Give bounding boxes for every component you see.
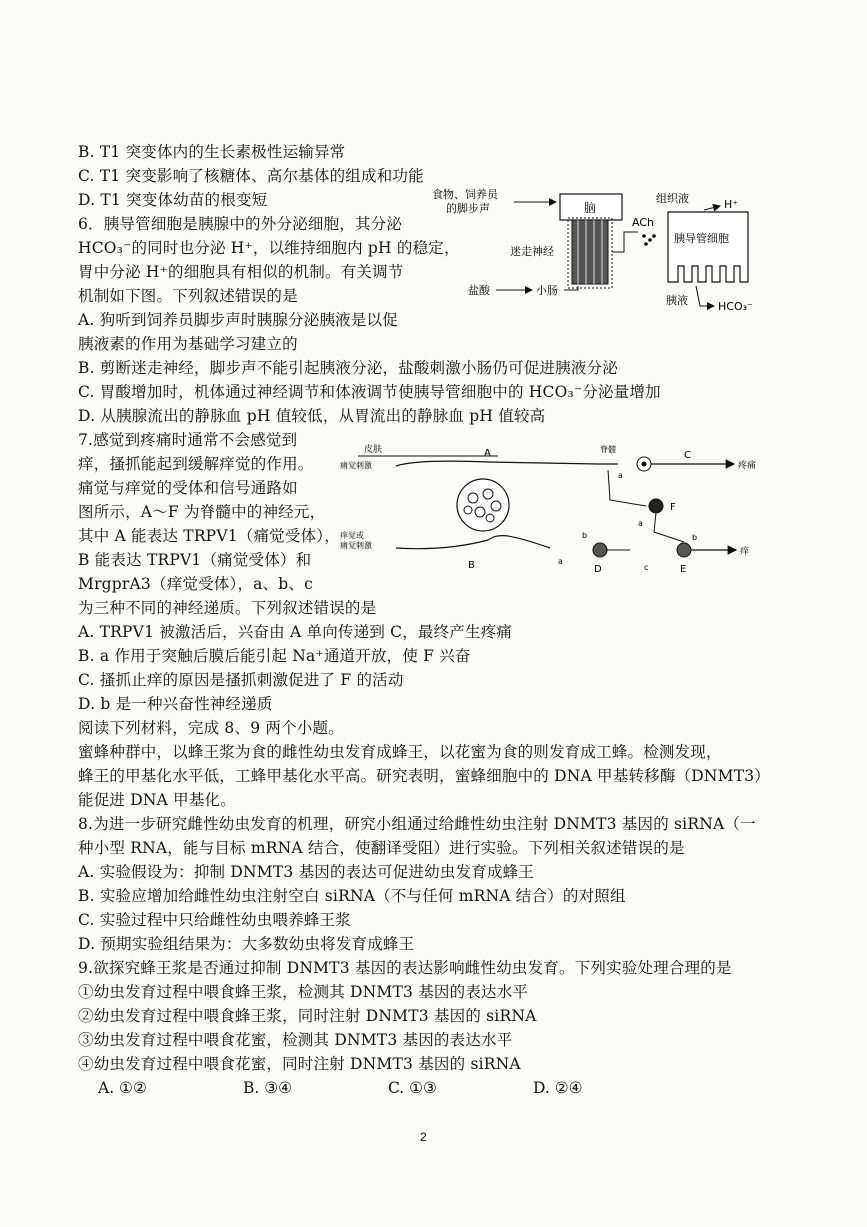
treatment-3: ③幼虫发育过程中喂食花蜜，检测其 DNMT3 基因的表达水平 bbox=[78, 1031, 513, 1049]
choice-d: D. ②④ bbox=[533, 1079, 583, 1097]
option-c: C. 实验过程中只给雌性幼虫喂养蜂王浆 bbox=[78, 911, 351, 929]
material-text: 蜂王的甲基化水平低，工蜂甲基化水平高。研究表明，蜜蜂细胞中的 DNA 甲基转移酶（DNMT3） bbox=[78, 767, 771, 785]
choice-c: C. ①③ bbox=[388, 1079, 437, 1097]
reading-intro: 阅读下列材料，完成 8、9 两个小题。 bbox=[78, 719, 344, 737]
text-line: 痛觉与痒觉的受体和信号通路如 bbox=[78, 479, 298, 497]
option-b: B. a 作用于突触后膜后能引起 Na⁺通道开放，使 F 兴奋 bbox=[78, 647, 471, 665]
pancreatic-juice-label: 胰液 bbox=[666, 294, 688, 307]
pancreas-regulation-figure bbox=[428, 182, 768, 322]
text-line: C. T1 突变影响了核糖体、高尔基体的组成和功能 bbox=[78, 167, 424, 185]
text-line: B. T1 突变体内的生长素极性运输异常 bbox=[78, 143, 346, 161]
intestine-label: 小肠 bbox=[536, 284, 558, 297]
option-d: D. 预期实验组结果为：大多数幼虫将发育成蜂王 bbox=[78, 935, 415, 953]
itch-stimulus-label: 痒觉或 bbox=[340, 531, 364, 540]
stimulus-label: 的脚步声 bbox=[446, 202, 490, 215]
neuron-f-label: F bbox=[670, 502, 676, 513]
treatment-4: ④幼虫发育过程中喂食花蜜，同时注射 DNMT3 基因的 siRNA bbox=[78, 1055, 521, 1073]
option-d: D. 从胰腺流出的静脉血 pH 值较低，从胃流出的静脉血 pH 值较高 bbox=[78, 407, 546, 425]
text-line: 机制如下图。下列叙述错误的是 bbox=[78, 287, 298, 305]
transmitter-a1-label: a bbox=[618, 471, 623, 480]
itch-stimulus-label: 痛觉刺激 bbox=[340, 541, 372, 550]
neuron-e bbox=[677, 543, 691, 557]
transmitter-a3-label: a bbox=[638, 519, 643, 528]
question-7-stem: 7.感觉到疼痛时通常不会感觉到 bbox=[78, 431, 298, 449]
material-text: 蜜蜂种群中，以蜂王浆为食的雌性幼虫发育成蜂王，以花蜜为食的则发育成工蜂。检测发现， bbox=[78, 743, 722, 761]
page-number: 2 bbox=[420, 1130, 427, 1144]
text-line: HCO₃⁻的同时也分泌 H⁺，以维持细胞内 pH 的稳定， bbox=[78, 239, 460, 257]
text-line: 种小型 RNA，能与目标 mRNA 结合，使翻译受阻）进行实验。下列相关叙述错误的是 bbox=[78, 839, 685, 857]
vagus-nerve bbox=[572, 220, 608, 284]
transmitter-c-label: c bbox=[644, 563, 649, 572]
neuron-d-label: D bbox=[594, 564, 602, 575]
neuron-e-label: E bbox=[680, 564, 687, 575]
option-a: A. TRPV1 被激活后，兴奋由 A 单向传递到 C，最终产生疼痛 bbox=[78, 623, 513, 641]
stimulus-label: 食物、饲养员 bbox=[432, 188, 498, 201]
neuron-b-label: B bbox=[468, 560, 475, 571]
h-ion-label: H⁺ bbox=[724, 198, 739, 211]
text-line: 胃中分泌 H⁺的细胞具有相似的机制。有关调节 bbox=[78, 263, 404, 281]
text-line: MrgprA3（痒觉受体），a、b、c bbox=[78, 575, 313, 593]
text-line: 为三种不同的神经递质。下列叙述错误的是 bbox=[78, 599, 377, 617]
text-line: D. T1 突变体幼苗的根变短 bbox=[78, 191, 268, 209]
transmitter-b2-label: b bbox=[692, 533, 698, 542]
option-d: D. b 是一种兴奋性神经递质 bbox=[78, 695, 273, 713]
text-line: 其中 A 能表达 TRPV1（痛觉受体）， bbox=[78, 527, 340, 545]
ach-label: ACh bbox=[632, 216, 654, 229]
transmitter-a2-label: a bbox=[558, 557, 563, 566]
tissue-fluid-label: 组织液 bbox=[656, 192, 689, 205]
text-line: 痒，搔抓能起到缓解痒觉的作用。 bbox=[78, 455, 314, 473]
choice-b: B. ③④ bbox=[243, 1079, 293, 1097]
neuron-c-label: C bbox=[684, 450, 691, 461]
brain-label: 脑 bbox=[584, 201, 597, 215]
option-b: B. 实验应增加给雌性幼虫注射空白 siRNA（不与任何 mRNA 结合）的对照组 bbox=[78, 887, 626, 905]
treatment-2: ②幼虫发育过程中喂食蜂王浆，同时注射 DNMT3 基因的 siRNA bbox=[78, 1007, 537, 1025]
pain-itch-pathway-figure bbox=[338, 440, 770, 585]
skin-label: 皮肤 bbox=[364, 445, 383, 455]
option-a: A. 实验假设为：抑制 DNMT3 基因的表达可促进幼虫发育成蜂王 bbox=[78, 863, 535, 881]
question-9-stem: 9.欲探究蜂王浆是否通过抑制 DNMT3 基因的表达影响雌性幼虫发育。下列实验处理合理的是 bbox=[78, 959, 732, 977]
option-c: C. 胃酸增加时，机体通过神经调节和体液调节使胰导管细胞中的 HCO₃⁻分泌量增加 bbox=[78, 383, 661, 401]
neuron-f bbox=[649, 499, 663, 513]
acid-label: 盐酸 bbox=[468, 284, 490, 297]
spinal-cord-label: 脊髓 bbox=[600, 445, 616, 454]
neuron-d bbox=[593, 543, 607, 557]
question-8-stem: 8.为进一步研究雌性幼虫发育的机理，研究小组通过给雌性幼虫注射 DNMT3 基因的 siRNA（一 bbox=[78, 815, 756, 833]
option-a: A. 狗听到饲养员脚步声时胰腺分泌胰液是以促 bbox=[78, 311, 398, 329]
choice-a: A. ①② bbox=[98, 1079, 147, 1097]
duct-cell bbox=[668, 212, 748, 282]
question-6-stem: 6．胰导管细胞是胰腺中的外分泌细胞，其分泌 bbox=[78, 215, 403, 233]
pain-stimulus-label: 痛觉刺激 bbox=[340, 461, 372, 470]
text-line: 图所示，A～F 为脊髓中的神经元， bbox=[78, 503, 326, 521]
pain-output-label: 疼痛 bbox=[738, 461, 757, 471]
option-c: C. 搔抓止痒的原因是搔抓刺激促进了 F 的活动 bbox=[78, 671, 404, 689]
option-b: B. 剪断迷走神经，脚步声不能引起胰液分泌，盐酸刺激小肠仍可促进胰液分泌 bbox=[78, 359, 618, 377]
material-text: 能促进 DNA 甲基化。 bbox=[78, 791, 236, 809]
duct-cell-label: 胰导管细胞 bbox=[674, 232, 729, 245]
transmitter-b1-label: b bbox=[582, 531, 588, 540]
question-9-choices bbox=[98, 1078, 678, 1098]
itch-output-label: 痒 bbox=[740, 547, 750, 557]
text-line: B 能表达 TRPV1（痛觉受体）和 bbox=[78, 551, 312, 569]
arrow bbox=[704, 206, 720, 210]
vagus-label: 迷走神经 bbox=[510, 245, 554, 258]
text-line: 胰液素的作用为基础学习建立的 bbox=[78, 335, 298, 353]
treatment-1: ①幼虫发育过程中喂食蜂王浆，检测其 DNMT3 基因的表达水平 bbox=[78, 983, 529, 1001]
bicarbonate-label: HCO₃⁻ bbox=[718, 300, 753, 313]
neuron-a-label: A bbox=[484, 448, 491, 459]
